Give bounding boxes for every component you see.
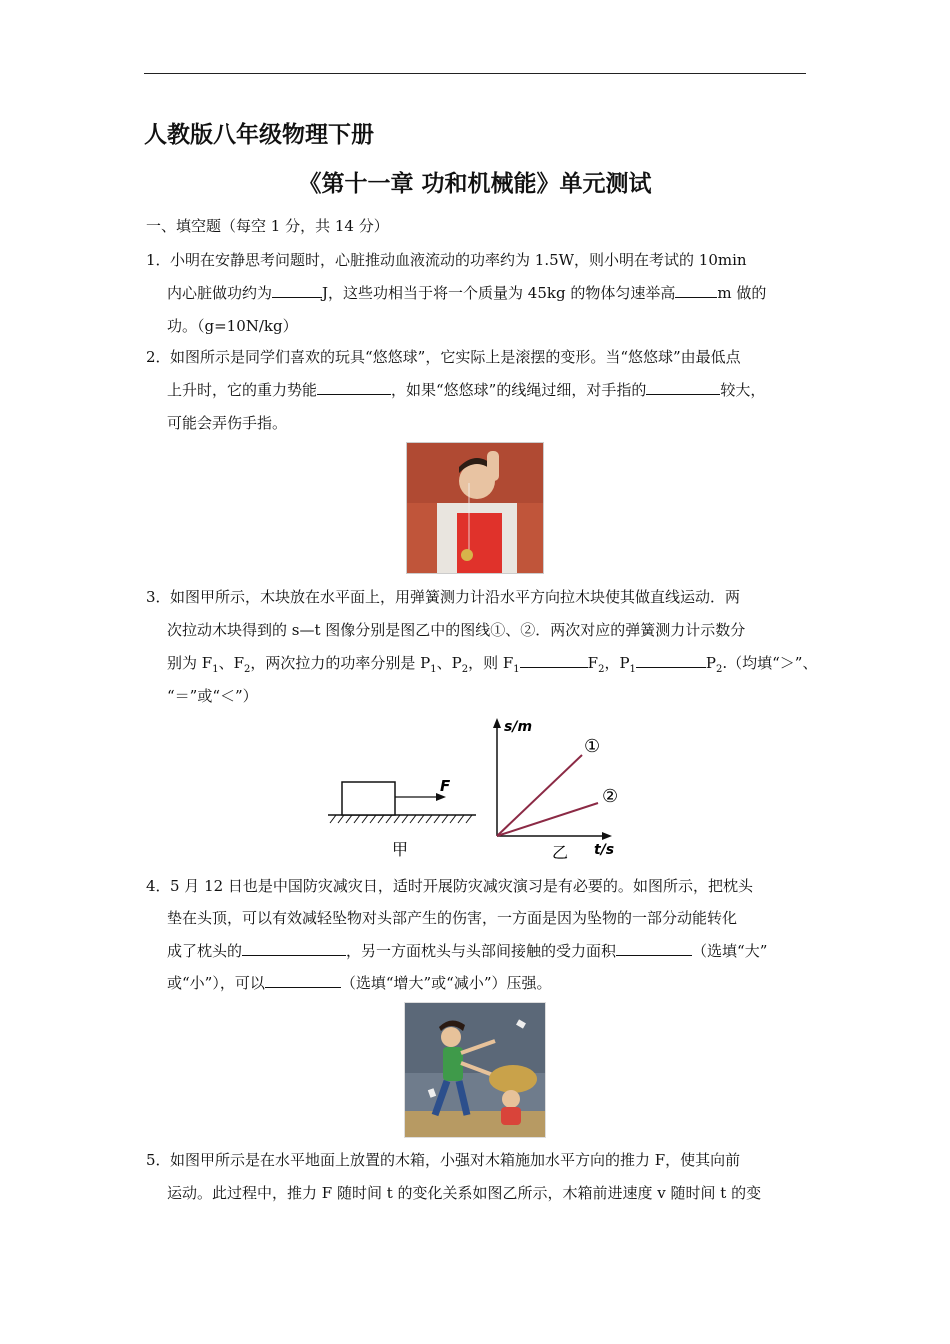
q4-blank2[interactable] xyxy=(616,941,692,956)
q2-number: 2． xyxy=(146,348,171,366)
graph-line-1 xyxy=(497,755,582,836)
q3-line4: “＝”或“＜”） xyxy=(167,687,258,705)
q1-line2: 内心脏做功约为 J，这些功相当于将一个质量为 45kg 的物体匀速举高 m 做的 xyxy=(167,284,767,302)
axis-x-label: t/s xyxy=(594,842,615,858)
q4-blank1[interactable] xyxy=(242,941,346,956)
q5-number: 5． xyxy=(146,1151,171,1169)
q1-line1: 小明在安静思考问题时，心脏推动血液流动的功率约为 1.5W，则小明在考试的 10min xyxy=(170,251,747,269)
graph-line-2 xyxy=(497,803,598,836)
q1-line3: 功。（g=10N/kg） xyxy=(167,317,298,335)
q3-number: 3． xyxy=(146,588,171,606)
q3-blank1[interactable] xyxy=(520,653,588,668)
q3-line3: 别为 $F_1$、$F_2$，两次拉力的功率分别是 $P_1$、$P_2$，则 $F_1$ $F_2$，$P_1$ $P_2$.（均填“＞”、 xyxy=(167,654,818,675)
q2-line2: 上升时，它的重力势能 ，如果“悠悠球”的线绳过细，对手指的 较大， xyxy=(167,381,766,399)
axis-y-label: s/m xyxy=(504,719,533,735)
q4-line2: 垫在头顶，可以有效减轻坠物对头部产生的伤害，一方面是因为坠物的一部分动能转化 xyxy=(167,909,738,927)
section-heading: 一、填空题（每空 1 分，共 14 分） xyxy=(146,217,389,235)
header-rule xyxy=(144,73,806,74)
label-jia: 甲 xyxy=(392,840,409,859)
line1-label: ① xyxy=(584,736,601,757)
q1-blank2[interactable] xyxy=(675,283,717,298)
q2-blank2[interactable] xyxy=(646,380,720,395)
q4-blank3[interactable] xyxy=(265,973,341,988)
q2-line1: 如图所示是同学们喜欢的玩具“悠悠球”，它实际上是滚摆的变形。当“悠悠球”由最低点 xyxy=(170,348,741,366)
q5-line2: 运动。此过程中，推力 F 随时间 t 的变化关系如图乙所示，木箱前进速度 v 随时间 t 的变 xyxy=(167,1184,762,1202)
doc-title: 人教版八年级物理下册 xyxy=(144,122,374,148)
q3-line2: 次拉动木块得到的 s—t 图像分别是图乙中的图线①、②．两次对应的弹簧测力计示数分 xyxy=(167,621,746,639)
q3-blank2[interactable] xyxy=(636,653,706,668)
q4-number: 4． xyxy=(146,877,171,895)
q2-blank1[interactable] xyxy=(317,380,391,395)
q1-number: 1． xyxy=(146,251,171,269)
q3-figure xyxy=(320,712,620,862)
q4-line1: 5 月 12 日也是中国防灾减灾日，适时开展防灾减灾演习是有必要的。如图所示，把枕头 xyxy=(170,877,753,895)
q4-line3: 成了枕头的 ，另一方面枕头与头部间接触的受力面积 （选填“大” xyxy=(167,942,768,960)
q1-blank1[interactable] xyxy=(272,283,322,298)
q5-line1: 如图甲所示是在水平地面上放置的木箱，小强对木箱施加水平方向的推力 F，使其向前 xyxy=(170,1151,741,1169)
q4-line4: 或“小”），可以 （选填“增大”或“减小”）压强。 xyxy=(167,974,552,992)
label-yi: 乙 xyxy=(552,843,569,862)
pillow-illustration xyxy=(404,1002,546,1138)
yoyo-photo xyxy=(406,442,544,574)
chapter-title: 《第十一章 功和机械能》单元测试 xyxy=(298,171,652,197)
q2-line3: 可能会弄伤手指。 xyxy=(167,414,288,432)
wooden-block xyxy=(342,782,395,815)
force-label: F xyxy=(440,777,451,795)
q3-line1: 如图甲所示，木块放在水平面上，用弹簧测力计沿水平方向拉木块使其做直线运动．两 xyxy=(170,588,741,606)
line2-label: ② xyxy=(602,786,619,807)
